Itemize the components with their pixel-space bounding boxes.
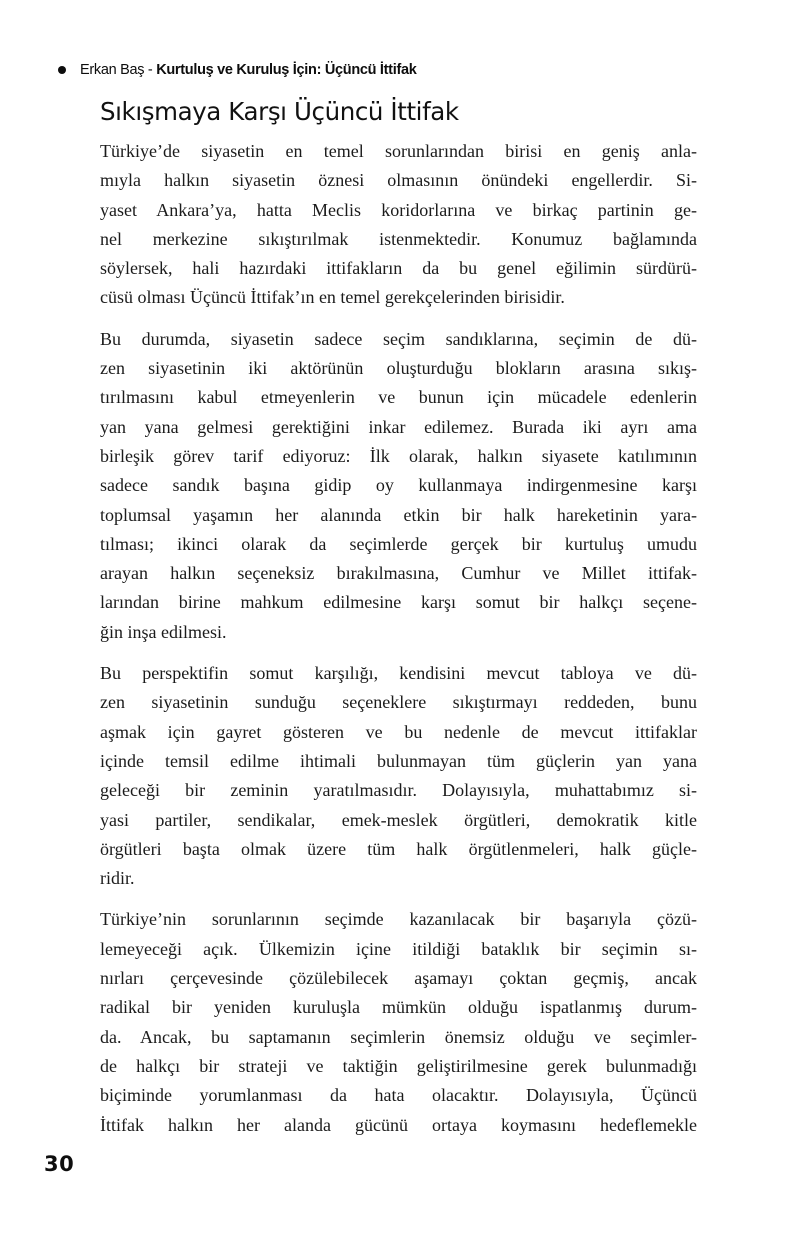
text-line: birleşik görev tarif ediyoruz: İlk olarak, halkın siyasete katılımının bbox=[100, 445, 697, 466]
text-line: arayan halkın seçeneksiz bırakılmasına, Cumhur ve Millet ittifak- bbox=[100, 563, 697, 584]
text-line: Türkiye’de siyasetin en temel sorunlarından birisi en geniş anla- bbox=[100, 141, 697, 161]
text-line: cüsü olması Üçüncü İttifak’ın en temel gerekçelerinden birisidir. bbox=[100, 287, 565, 308]
text-line: nırları çerçevesinde çözülebilecek aşamayı çoktan geçmiş, ancak bbox=[100, 968, 697, 989]
text-line: içinde temsil edilme ihtimali bulunmayan tüm güçlerin yan yana bbox=[100, 750, 697, 771]
text-line: de halkçı bir strateji ve taktiğin geliştirilmesine gerek bulunmadığı bbox=[100, 1055, 697, 1076]
running-header bbox=[58, 62, 417, 78]
text-line: geleceği bir zeminin yaratılmasıdır. Dolayısıyla, muhattabımız si- bbox=[100, 780, 697, 801]
paragraph bbox=[100, 137, 697, 313]
header-author: Erkan Baş - bbox=[80, 62, 157, 78]
body-text bbox=[100, 137, 697, 1152]
text-line: ridir. bbox=[100, 868, 135, 889]
text-line: tılması; ikinci olarak da seçimlerde gerçek bir kurtuluş umudu bbox=[100, 533, 697, 554]
text-line: ğin inşa edilmesi. bbox=[100, 621, 227, 642]
text-line: söylersek, hali hazırdaki ittifakların da bu genel eğilimin sürdürü- bbox=[100, 258, 697, 279]
text-line: sadece sandık başına gidip oy kullanmaya indirgenmesine karşı bbox=[100, 475, 697, 496]
text-line: aşmak için gayret gösteren ve bu nedenle de mevcut ittifaklar bbox=[100, 721, 697, 742]
text-line: tırılmasını kabul etmeyenlerin ve bunun için mücadele edenlerin bbox=[100, 387, 697, 408]
text-line: zen siyasetinin iki aktörünün oluşturduğu blokların arasına sıkış- bbox=[100, 358, 697, 379]
text-line: mıyla halkın siyasetin öznesi olmasının önündeki engellerdir. Si- bbox=[100, 170, 697, 191]
bullet-icon bbox=[58, 66, 66, 74]
paragraph bbox=[100, 325, 697, 647]
text-line: yan yana gelmesi gerektiğini inkar edilemez. Burada iki ayrı ama bbox=[100, 416, 697, 437]
page-number: 30 bbox=[44, 1152, 75, 1176]
paragraph bbox=[100, 905, 697, 1139]
text-line: larından birine mahkum edilmesine karşı somut bir halkçı seçene- bbox=[100, 592, 697, 613]
text-line: radikal bir yeniden kuruluşla mümkün olduğu ispatlanmış durum- bbox=[100, 997, 697, 1018]
header-book-title: Kurtuluş ve Kuruluş İçin: Üçüncü İttifak bbox=[156, 62, 417, 78]
text-line: zen siyasetinin sunduğu seçeneklere sıkıştırmayı reddeden, bunu bbox=[100, 692, 697, 713]
text-line: yasi partiler, sendikalar, emek-meslek örgütleri, demokratik kitle bbox=[100, 809, 697, 830]
text-line: yaset Ankara’ya, hatta Meclis koridorlarına ve birkaç partinin ge- bbox=[100, 199, 697, 220]
text-line: nel merkezine sıkıştırılmak istenmektedir. Konumuz bağlamında bbox=[100, 228, 697, 249]
text-line: Türkiye’nin sorunlarının seçimde kazanılacak bir başarıyla çözü- bbox=[100, 909, 697, 930]
text-line: İttifak halkın her alanda gücünü ortaya koymasını hedeflemekle bbox=[100, 1114, 697, 1135]
text-line: örgütleri başta olmak üzere tüm halk örgütlenmeleri, halk güçle- bbox=[100, 838, 697, 859]
section-title: Sıkışmaya Karşı Üçüncü İttifak bbox=[100, 97, 459, 126]
text-line: toplumsal yaşamın her alanında etkin bir halk hareketinin yara- bbox=[100, 504, 697, 525]
text-line: biçiminde yorumlanması da hata olacaktır. Dolayısıyla, Üçüncü bbox=[100, 1085, 697, 1106]
text-line: lemeyeceği açık. Ülkemizin içine itildiği bataklık bir seçimin sı- bbox=[100, 938, 697, 959]
text-line: Bu durumda, siyasetin sadece seçim sandıklarına, seçimin de dü- bbox=[100, 328, 697, 349]
text-line: da. Ancak, bu saptamanın seçimlerin önemsiz olduğu ve seçimler- bbox=[100, 1026, 697, 1047]
paragraph bbox=[100, 659, 697, 893]
text-line: Bu perspektifin somut karşılığı, kendisini mevcut tabloya ve dü- bbox=[100, 663, 697, 684]
